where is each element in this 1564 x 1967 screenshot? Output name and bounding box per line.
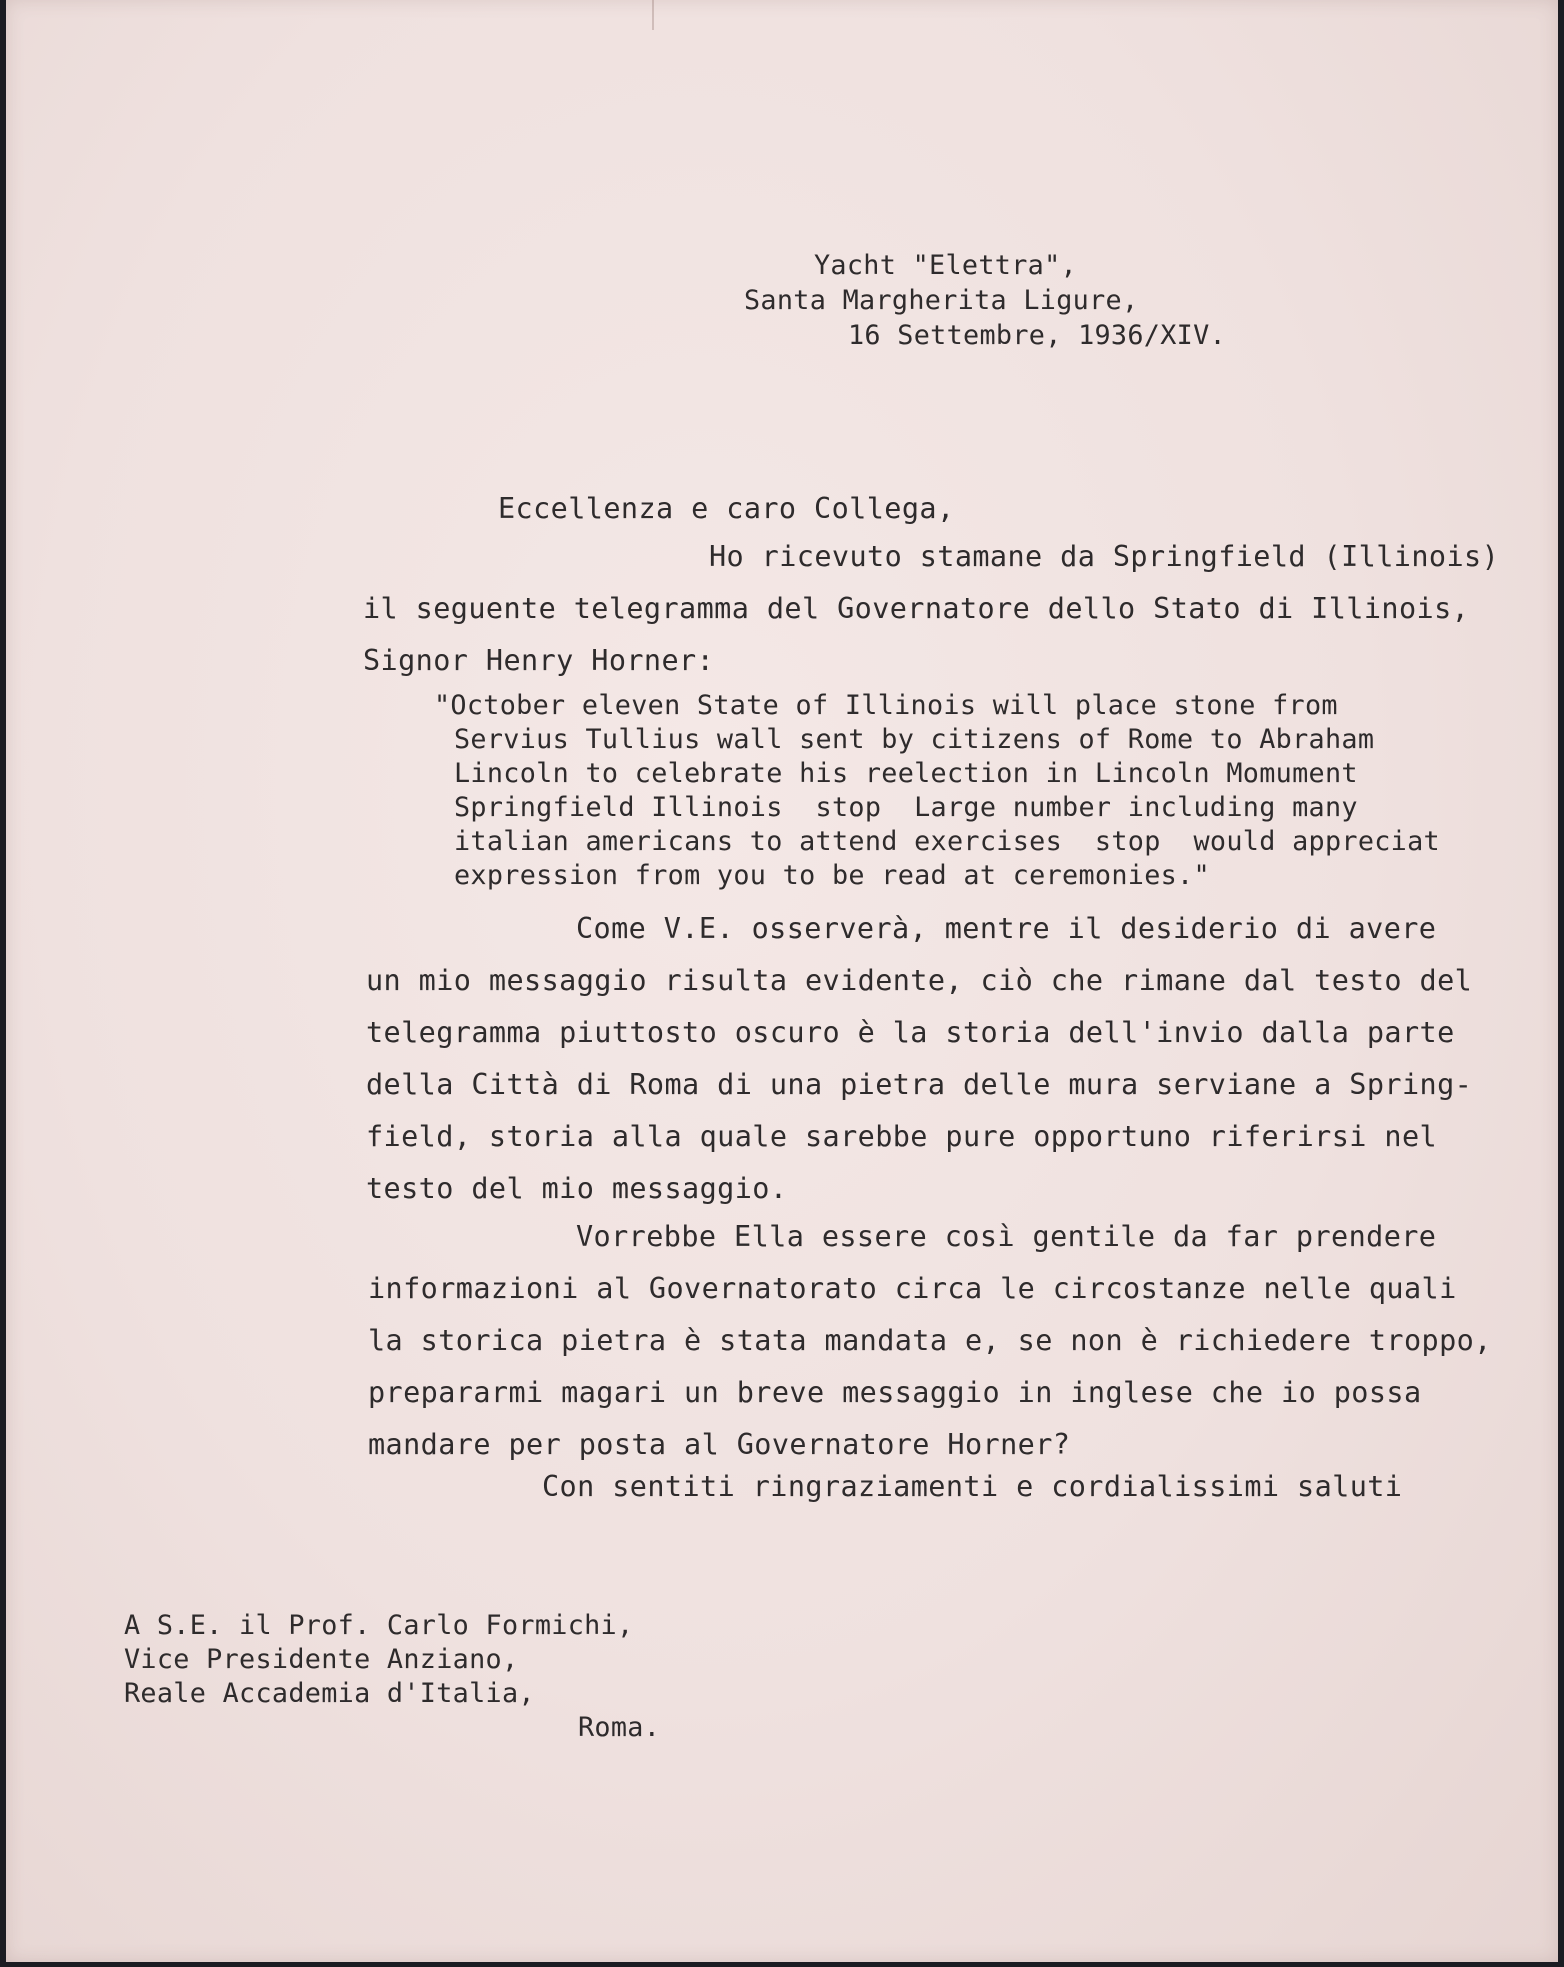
telegram-line: "October eleven State of Illinois will place stone from [434, 690, 1338, 721]
heading-date: 16 Settembre, 1936/XIV. [848, 320, 1226, 351]
body-line: della Città di Roma di una pietra delle mura serviane a Spring- [366, 1068, 1473, 1101]
telegram-line: expression from you to be read at ceremonies." [454, 860, 1210, 891]
salutation: Eccellenza e caro Collega, [498, 492, 955, 525]
addressee-line: A S.E. il Prof. Carlo Formichi, [124, 1610, 634, 1641]
intro-line: Signor Henry Horner: [363, 644, 715, 677]
heading-ship: Yacht "Elettra", [814, 250, 1077, 281]
heading-place: Santa Margherita Ligure, [744, 285, 1139, 316]
addressee-line: Roma. [578, 1712, 661, 1743]
intro-line: Ho ricevuto stamane da Springfield (Illinois) [709, 540, 1500, 573]
paper-fold-mark [652, 0, 654, 30]
telegram-line: Lincoln to celebrate his reelection in Lincoln Momument [454, 758, 1358, 789]
body-line: la storica pietra è stata mandata e, se non è richiedere troppo, [368, 1324, 1492, 1357]
closing: Con sentiti ringraziamenti e cordialissimi saluti [542, 1470, 1403, 1503]
body-line: mandare per posta al Governatore Horner? [368, 1428, 1071, 1461]
letter-page [6, 0, 1558, 1962]
telegram-line: italian americans to attend exercises stop would appreciat [454, 826, 1440, 857]
body-line: field, storia alla quale sarebbe pure opportuno riferirsi nel [366, 1120, 1438, 1153]
body-line: telegramma piuttosto oscuro è la storia dell'invio dalla parte [366, 1016, 1455, 1049]
telegram-line: Servius Tullius wall sent by citizens of Rome to Abraham [454, 724, 1375, 755]
addressee-line: Vice Presidente Anziano, [124, 1644, 519, 1675]
body-line: testo del mio messaggio. [366, 1172, 788, 1205]
body-line: un mio messaggio risulta evidente, ciò che rimane dal testo del [366, 964, 1473, 997]
body-line: Come V.E. osserverà, mentre il desiderio di avere [576, 912, 1437, 945]
body-line: prepararmi magari un breve messaggio in inglese che io possa [368, 1376, 1422, 1409]
telegram-line: Springfield Illinois stop Large number including many [454, 792, 1358, 823]
body-line: informazioni al Governatorato circa le circostanze nelle quali [368, 1272, 1457, 1305]
body-line: Vorrebbe Ella essere così gentile da far prendere [576, 1220, 1437, 1253]
addressee-line: Reale Accademia d'Italia, [124, 1678, 535, 1709]
intro-line: il seguente telegramma del Governatore dello Stato di Illinois, [363, 592, 1470, 625]
